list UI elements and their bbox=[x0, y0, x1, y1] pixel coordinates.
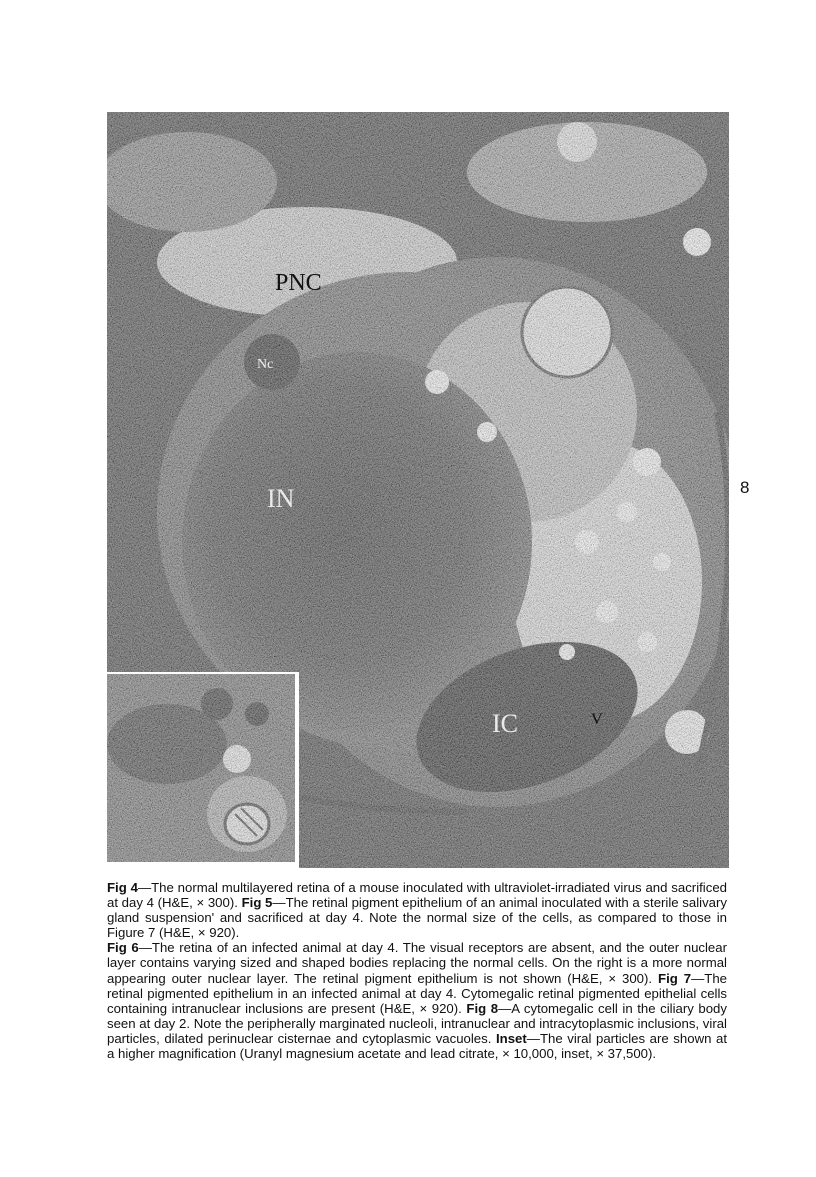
caption-fig7-label: Fig 7 bbox=[658, 970, 692, 986]
caption-inset-text: —The viral particles are shown at a higher magnification (Uranyl magnesium acetate and lead citrate, × 10,000, inset, × 37,500). bbox=[107, 1030, 727, 1062]
caption-fig5-text: —The retinal pigment epithelium of an animal inoculated with a sterile salivary gland suspension' and sacrificed at day 4. Note the normal size of the cells, as compared to those in Figure 7 (H&E, × 920). bbox=[107, 895, 727, 941]
caption-fig8-label: Fig 8 bbox=[466, 1000, 499, 1016]
caption-fig6-label: Fig 6 bbox=[107, 940, 139, 956]
caption-fig4-text: —The normal multilayered retina of a mouse inoculated with ultraviolet-irradiated virus and sacrificed at day 4 (H&E, × 300). bbox=[107, 880, 727, 911]
caption-fig6-text: —The retina of an infected animal at day 4. The visual receptors are absent, and the outer nuclear layer contains varying sized and shaped bodies replacing the normal cells. On the right is a more normal appearing outer nuclear layer. The retinal pigment epithelium is not shown (H&E, × 300). bbox=[107, 940, 727, 986]
plate-number: 8 bbox=[740, 478, 750, 497]
label-intracytoplasmic-inclusion: IC bbox=[492, 709, 518, 738]
electron-micrograph-figure-8 bbox=[107, 112, 729, 868]
caption-fig7-text: —The retinal pigmented epithelium in an infected animal at day 4. Cytomegalic retinal pigmented epithelial cells containing intranuclear inclusions are present (H&E, × 920). bbox=[107, 970, 727, 1016]
label-viral-particles: V bbox=[591, 711, 603, 728]
inset-frame bbox=[107, 672, 299, 868]
inset-micrograph bbox=[107, 674, 295, 862]
caption-inset-label: Inset bbox=[495, 1030, 527, 1046]
label-perinuclear-cisternae: PNC bbox=[275, 270, 322, 296]
caption-fig4-label: Fig 4 bbox=[107, 880, 138, 895]
figure-caption bbox=[107, 880, 727, 1061]
label-nucleolus: Nc bbox=[257, 357, 274, 372]
label-intranuclear-inclusion: IN bbox=[267, 484, 295, 513]
caption-fig8-text: —A cytomegalic cell in the ciliary body seen at day 2. Note the peripherally marginated nucleoli, intranuclear and intracytoplasmic inclusions, viral particles, dilated perinuclear cisternae and cytoplasmic vacuoles. bbox=[107, 1000, 727, 1046]
caption-fig5-label: Fig 5 bbox=[241, 895, 273, 911]
